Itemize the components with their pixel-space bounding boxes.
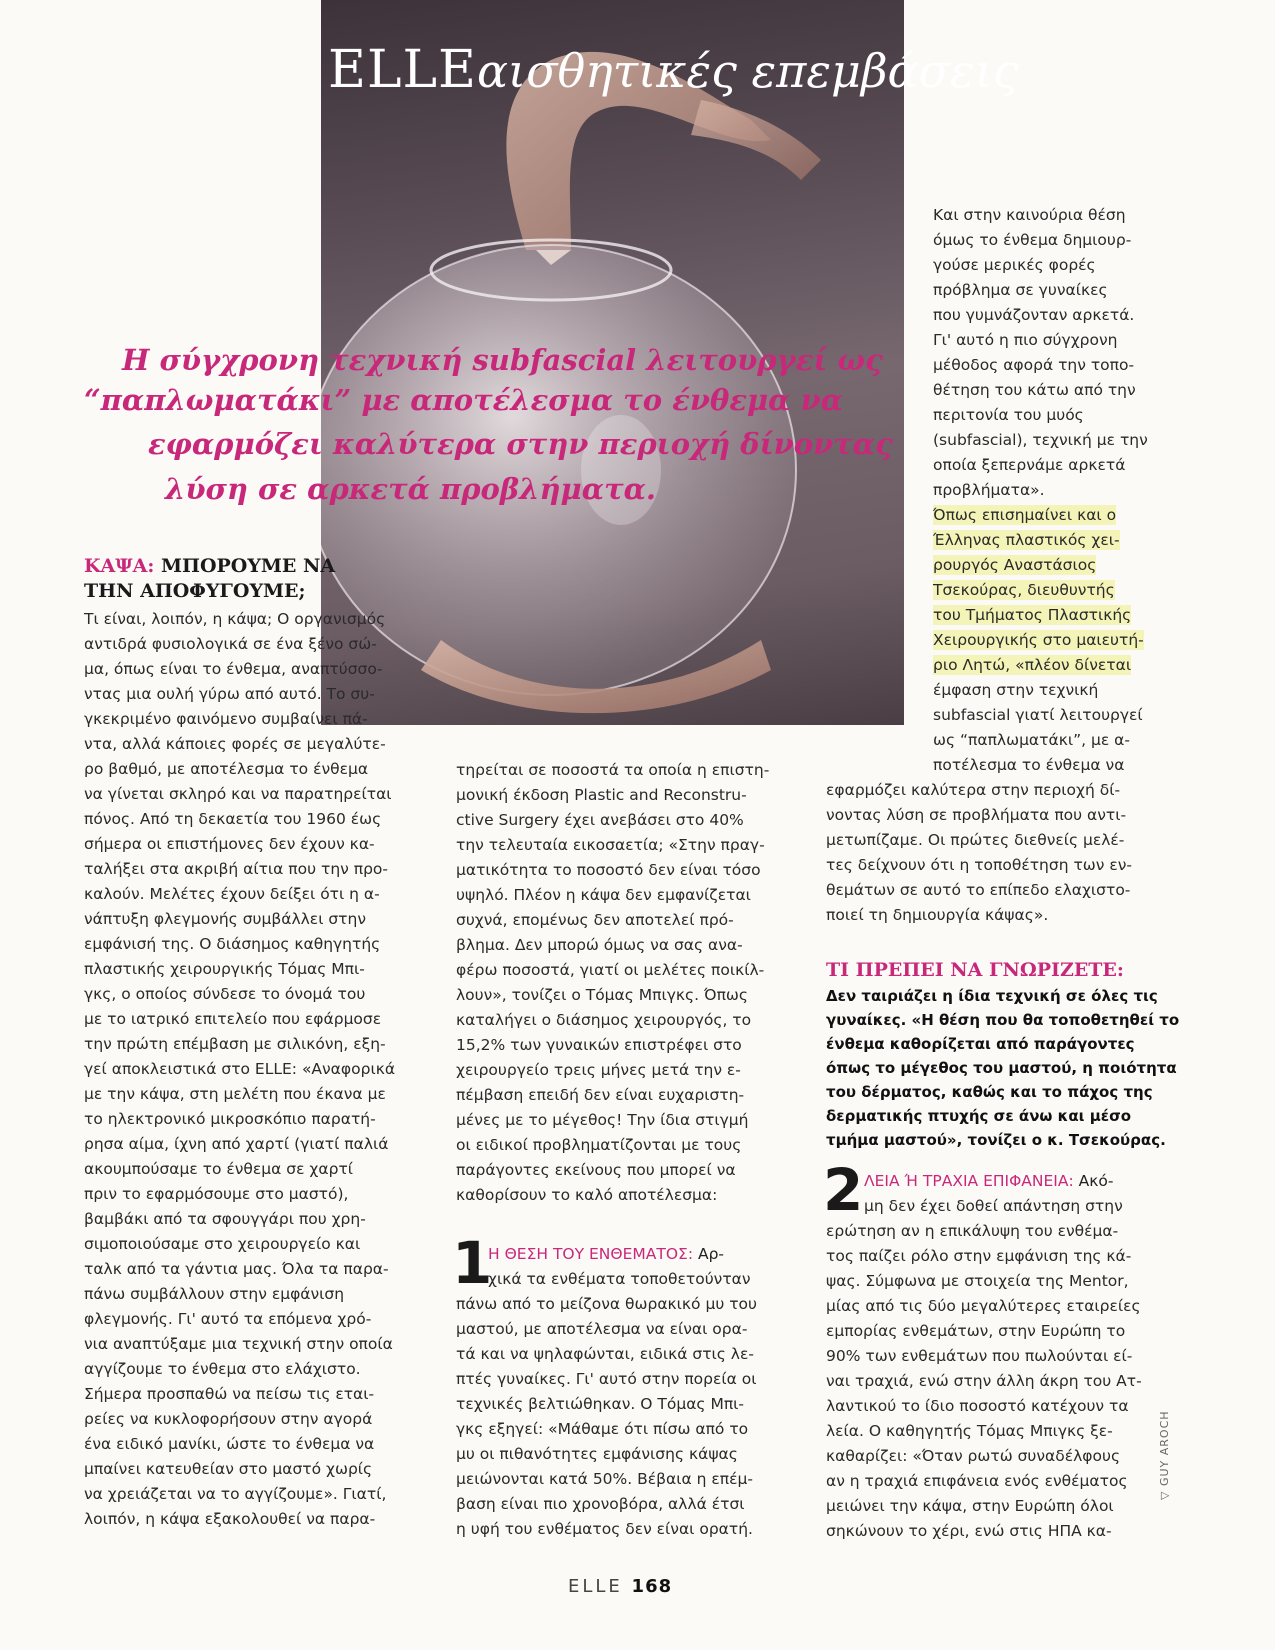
text-line: 90% των ενθεμάτων που πωλούνται εί- [826, 1347, 1133, 1365]
text-line: εφαρμόζει καλύτερα στην περιοχή δί- [826, 781, 1121, 799]
text-line: τεχνικές βελτιώθηκαν. Ο Τόμας Μπι- [456, 1395, 744, 1413]
text-line-highlighted: του Τμήματος Πλαστικής [933, 606, 1132, 624]
text-line: πριν το εφαρμόσουμε στο μαστό), [84, 1185, 349, 1203]
text-line: μη δεν έχει δοθεί απάντηση στην [864, 1197, 1123, 1215]
text-line: μειώνονται κατά 50%. Βέβαια η επέμ- [456, 1470, 753, 1488]
text-line: να γίνεται σκληρό και να παρατηρείται [84, 785, 392, 803]
text-line: Γι' αυτό η πιο σύγχρονη [933, 331, 1118, 349]
header-brand: ELLE [328, 40, 477, 100]
triangle-icon: ▽ [1158, 1486, 1171, 1500]
text-line: μα, όπως είναι το ένθεμα, αναπτύσσο- [84, 660, 383, 678]
text-line: που γυμνάζονταν αρκετά. [933, 306, 1135, 324]
text-line: μειώνει την κάψα, στην Ευρώπη όλοι [826, 1497, 1114, 1515]
text-line: γκς, ο οποίος σύνδεσε το όνομά του [84, 985, 366, 1003]
text-line: καθαρίζει: «Όταν ρωτώ συναδέλφους [826, 1447, 1121, 1465]
point-number: 1 [452, 1229, 493, 1297]
text-line-highlighted: ρουργός Αναστάσιος [933, 556, 1097, 574]
bold-text-line: τμήμα μαστού», τονίζει ο κ. Τσεκούρας. [826, 1131, 1166, 1149]
pull-quote-line: λύση σε αρκετά προβλήματα. [165, 472, 657, 506]
text-line: νάπτυξη φλεγμονής συμβάλλει στην [84, 910, 366, 928]
text-line: την τελευταία εικοσαετία; «Στην πραγ- [456, 836, 765, 854]
text-line: να χρειάζεται να το αγγίζουμε». Γιατί, [84, 1485, 387, 1503]
page-folio [568, 1576, 672, 1597]
text-line: νια αναπτύξαμε μια τεχνική στην οποία [84, 1335, 393, 1353]
text-line: πτές γυναίκες. Γι' αυτό στην πορεία οι [456, 1370, 757, 1388]
text-line: μονική έκδοση Plastic and Reconstru- [456, 786, 747, 804]
text-line: εμπορίας ενθεμάτων, στην Ευρώπη το [826, 1322, 1126, 1340]
header-section-title: αισθητικές επεμβάσεις [476, 44, 1019, 98]
text-line: την πρώτη επέμβαση με σιλικόνη, εξη- [84, 1035, 386, 1053]
text-line: ταλήξει στα ακριβή αίτια που την προ- [84, 860, 388, 878]
text-line: ρο βαθμό, με αποτέλεσμα το ένθεμα [84, 760, 369, 778]
text-line: τος παίζει ρόλο στην εμφάνιση της κά- [826, 1247, 1132, 1265]
text-line: τηρείται σε ποσοστά τα οποία η επιστη- [456, 761, 770, 779]
text-line: πλαστικής χειρουργικής Τόμας Μπι- [84, 960, 365, 978]
text-line: συχνά, επομένως δεν αποτελεί πρό- [456, 911, 734, 929]
text-line: μένες με το μέγεθος! Την ίδια στιγμή [456, 1111, 749, 1129]
section-heading-tips: ΤΙ ΠΡΕΠΕΙ ΝΑ ΓΝΩΡΙΖΕΤΕ: [826, 959, 1124, 981]
bold-text-line: ένθεμα καθορίζεται από παράγοντες [826, 1035, 1135, 1053]
text-line: καλούν. Μελέτες έχουν δείξει ότι η α- [84, 885, 380, 903]
text-line: γεί αποκλειστικά στο ELLE: «Αναφορικά [84, 1060, 396, 1078]
text-line: με την κάψα, στη μελέτη που έκανα με [84, 1085, 386, 1103]
text-line: Τι είναι, λοιπόν, η κάψα; Ο οργανισμός [84, 610, 386, 628]
text-line: subfascial γιατί λειτουργεί [933, 706, 1143, 724]
pull-quote-line: Η σύγχρονη τεχνική subfascial λειτουργεί ως [122, 343, 883, 377]
text-line: φλεγμονής. Γι' αυτό τα επόμενα χρό- [84, 1310, 372, 1328]
text-line: πάνω από το μείζονα θωρακικό μυ του [456, 1295, 758, 1313]
text-line: καθορίσουν το καλό αποτέλεσμα: [456, 1186, 718, 1204]
text-line: ντας μια ουλή γύρω από αυτό. Το συ- [84, 685, 375, 703]
text-line: το ηλεκτρονικό μικροσκόπιο παρατή- [84, 1110, 376, 1128]
text-line: ναι τραχιά, ενώ στην άλλη άκρη του Ατ- [826, 1372, 1142, 1390]
pull-quote-line: “παπλωματάκι” με αποτέλεσμα το ένθεμα να [84, 383, 844, 417]
text-line: ως “παπλωματάκι”, με α- [933, 731, 1130, 749]
pull-quote-line: εφαρμόζει καλύτερα στην περιοχή δίνοντας [148, 427, 893, 461]
page-number: 168 [631, 1576, 673, 1597]
text-line: λοιπόν, η κάψα εξακολουθεί να παρα- [84, 1510, 376, 1528]
text-line: η υφή του ενθέματος δεν είναι ορατή. [456, 1520, 753, 1538]
bold-text-line: δερματικής πτυχής σε άνω και μέσο [826, 1107, 1132, 1125]
text-line: πάνω συμβάλλουν στην εμφάνιση [84, 1285, 345, 1303]
text-line-highlighted: ριο Λητώ, «πλέον δίνεται [933, 656, 1132, 674]
text-line: λουν», τονίζει ο Τόμας Μπιγκς. Όπως [456, 986, 748, 1004]
text-line: βαση είναι πιο χρονοβόρα, αλλά έτσι [456, 1495, 745, 1513]
text-line: με το ιατρικό επιτελείο που εφάρμοσε [84, 1010, 382, 1028]
text-line: προβλήματα». [933, 481, 1045, 499]
text-line: ctive Surgery έχει ανεβάσει στο 40% [456, 811, 744, 829]
text-line: αν η τραχιά επιφάνεια ενός ενθέματος [826, 1472, 1128, 1490]
bold-text-line: Δεν ταιριάζει η ίδια τεχνική σε όλες τις [826, 987, 1158, 1005]
text-line: ποτέλεσμα το ένθεμα να [933, 756, 1125, 774]
text-line: Και στην καινούρια θέση [933, 206, 1126, 224]
point-heading: Η ΘΕΣΗ ΤΟΥ ΕΝΘΕΜΑΤΟΣ: Αρ- [488, 1245, 725, 1263]
text-line: γκεκριμένο φαινόμενο συμβαίνει πά- [84, 710, 368, 728]
point-heading: ΛΕΙΑ Ή ΤΡΑΧΙΑ ΕΠΙΦΑΝΕΙΑ: Ακό- [864, 1172, 1114, 1190]
text-line: θεμάτων σε αυτό το επίπεδο ελαχιστο- [826, 881, 1131, 899]
text-line: γκς εξηγεί: «Μάθαμε ότι πίσω από το [456, 1420, 749, 1438]
bold-text-line: γυναίκες. «Η θέση που θα τοποθετηθεί το [826, 1011, 1180, 1029]
section-heading-line2: ΤΗΝ ΑΠΟΦΥΓΟΥΜΕ; [84, 580, 306, 602]
bold-text-line: όπως το μέγεθος του μαστού, η ποιότητα [826, 1059, 1177, 1077]
text-line-highlighted: Χειρουργικής στο μαιευτή- [933, 631, 1144, 649]
text-line: Σήμερα προσπαθώ να πείσω τις εται- [84, 1385, 375, 1403]
text-line: οποία ξεπερνάμε αρκετά [933, 456, 1126, 474]
text-line: ποιεί τη δημιουργία κάψας». [826, 906, 1049, 924]
text-line: μυ οι πιθανότητες εμφάνισης κάψας [456, 1445, 738, 1463]
text-line: ένα ειδικό μανίκι, ώστε το ένθεμα να [84, 1435, 375, 1453]
text-line: νοντας λύση σε προβλήματα που αντι- [826, 806, 1127, 824]
text-line: ρησα αίμα, ίχνη από χαρτί (γιατί παλιά [84, 1135, 389, 1153]
text-line: (subfascial), τεχνική με την [933, 431, 1148, 449]
section-header [328, 40, 1019, 100]
text-line: ταλκ από τα γάντια μας. Όλα τα παρα- [84, 1260, 389, 1278]
photo-credit: ▽ GUY AROCH [1158, 1410, 1171, 1500]
text-line-highlighted: Όπως επισημαίνει και ο [933, 506, 1117, 524]
text-line: γούσε μερικές φορές [933, 256, 1096, 274]
text-line: παράγοντες εκείνους που μπορεί να [456, 1161, 736, 1179]
text-line: ακουμπούσαμε το ένθεμα σε χαρτί [84, 1160, 354, 1178]
text-line: πόνος. Από τη δεκαετία του 1960 έως [84, 810, 382, 828]
text-line: τά και να ψηλαφώνται, ειδικά στις λε- [456, 1345, 754, 1363]
text-line: 15,2% των γυναικών επιστρέφει στο [456, 1036, 742, 1054]
text-line: λαντικού το ίδιο ποσοστό κατέχουν τα [826, 1397, 1129, 1415]
text-line: μετωπίζαμε. Οι πρώτες διεθνείς μελέ- [826, 831, 1125, 849]
text-line-highlighted: Τσεκούρας, διευθυντής [933, 581, 1115, 599]
text-line: αγγίζουμε το ένθεμα στο ελάχιστο. [84, 1360, 361, 1378]
text-line: αντιδρά φυσιολογικά σε ένα ξένο σώ- [84, 635, 377, 653]
text-line: βαμβάκι από τα σφουγγάρι που χρη- [84, 1210, 366, 1228]
point-number: 2 [823, 1156, 864, 1224]
text-line: λεία. Ο καθηγητής Τόμας Μπιγκς ξε- [826, 1422, 1113, 1440]
text-line: σιμοποιούσαμε στο χειρουργείο και [84, 1235, 361, 1253]
text-line: μαστού, με αποτέλεσμα να είναι ορα- [456, 1320, 748, 1338]
text-line: περιτονία του μυός [933, 406, 1084, 424]
text-line: ερώτηση αν η επικάλυψη του ενθέμα- [826, 1222, 1119, 1240]
text-line: μίας από τις δύο μεγαλύτερες εταιρείες [826, 1297, 1141, 1315]
text-line: όμως το ένθεμα δημιουρ- [933, 231, 1132, 249]
text-line: μέθοδος αφορά την τοπο- [933, 356, 1135, 374]
text-line: μπαίνει κατευθείαν στο μαστό χωρίς [84, 1460, 373, 1478]
bold-text-line: του δέρματος, καθώς και το πάχος της [826, 1083, 1153, 1101]
text-line: χειρουργείο τρεις μήνες μετά την ε- [456, 1061, 741, 1079]
text-line: ρείες να κυκλοφορήσουν στην αγορά [84, 1410, 373, 1428]
folio-brand: ELLE [568, 1576, 623, 1597]
text-line: ντα, αλλά κάποιες φορές σε μεγαλύτε- [84, 735, 386, 753]
text-line: έμφαση στην τεχνική [933, 681, 1099, 699]
text-line: ματικότητα το ποσοστό δεν είναι τόσο [456, 861, 761, 879]
text-line: εμφάνισή της. Ο διάσημος καθηγητής [84, 935, 381, 953]
section-heading: ΚΑΨΑ: ΜΠΟΡΟΥΜΕ ΝΑ [84, 555, 336, 577]
text-line: βλημα. Δεν μπορώ όμως να σας ανα- [456, 936, 743, 954]
text-line: πρόβλημα σε γυναίκες [933, 281, 1108, 299]
text-line: φέρω ποσοστά, γιατί οι μελέτες ποικίλ- [456, 961, 765, 979]
text-line: σήμερα οι επιστήμονες δεν έχουν κα- [84, 835, 375, 853]
text-line: καταλήγει ο διάσημος χειρουργός, το [456, 1011, 752, 1029]
text-line: οι ειδικοί προβληματίζονται με τους [456, 1136, 742, 1154]
text-line-highlighted: Έλληνας πλαστικός χει- [933, 531, 1120, 549]
text-line: πέμβαση επειδή δεν είναι ευχαριστη- [456, 1086, 745, 1104]
text-line: τες δείχνουν ότι η τοποθέτηση των εν- [826, 856, 1132, 874]
text-line: θέτηση του κάτω από την [933, 381, 1136, 399]
text-line: χικά τα ενθέματα τοποθετούνταν [488, 1270, 751, 1288]
text-line: υψηλό. Πλέον η κάψα δεν εμφανίζεται [456, 886, 751, 904]
text-line: σηκώνουν το χέρι, ενώ στις ΗΠΑ κα- [826, 1522, 1112, 1540]
text-line: ψας. Σύμφωνα με στοιχεία της Mentor, [826, 1272, 1129, 1290]
